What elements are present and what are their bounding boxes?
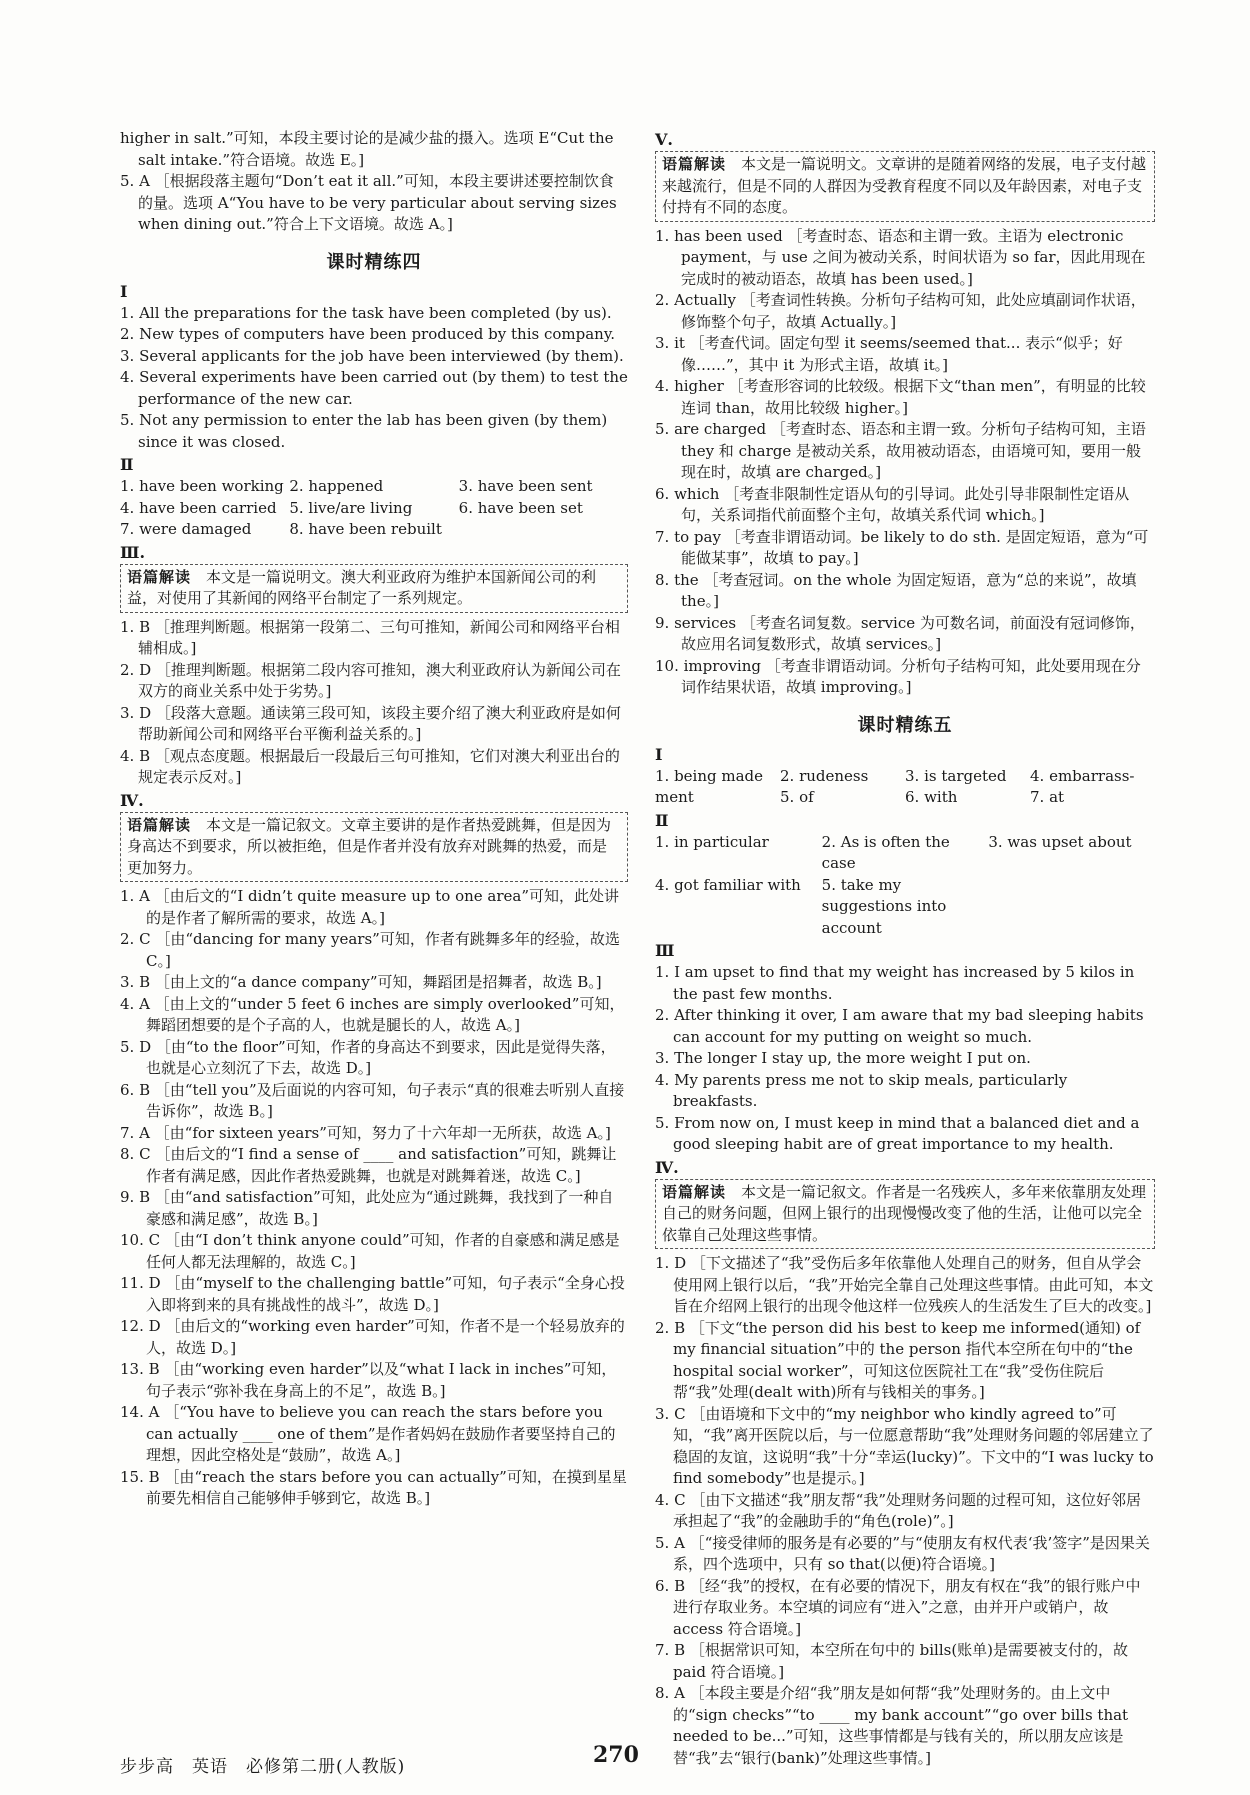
answer-item: 8. C ［由后文的“I find a sense of ____ and satisfaction”可知，跳舞让作者有满足感，因此作者热爱跳舞，也就是对跳舞着迷，故选 C。]: [120, 1145, 617, 1185]
answer-item: 9. B ［由“and satisfaction”可知，此处应为“通过跳舞，我找到了一种自豪感和满足感”，故选 B。]: [120, 1188, 614, 1228]
answer-row-cell: 2. As is often the case: [821, 832, 950, 872]
answer-row-cell: 4. embarrass-: [1030, 766, 1135, 785]
answer-item: 6. B ［经“我”的授权，在有必要的情况下，朋友有权在“我”的银行账户中进行存取业务。本空填的词应有“进入”之意，由并开户或销户，故 access 符合语境。]: [655, 1576, 1141, 1638]
text-analysis-text: 本文是一篇记叙文。作者是一名残疾人，多年来依靠朋友处理自己的财务问题，但网上银行的出现慢慢改变了他的生活，让他可以完全依靠自己处理这些事情。: [662, 1182, 1147, 1244]
text-analysis-box: [120, 564, 628, 613]
answer-row-cell: 5. of: [780, 788, 814, 806]
answer-row-cell: 6. with: [905, 788, 958, 806]
part-label: Ⅰ: [120, 281, 128, 301]
text-analysis-label: 语篇解读: [127, 815, 192, 834]
answer-row-cell: 3. was upset about: [988, 832, 1132, 851]
answer-item: 6. B ［由“tell you”及后面说的内容可知，句子表示“真的很难去听别人直接告诉你”，故选 B。]: [120, 1080, 625, 1120]
answer-item: 3. it ［考查代词。固定句型 it seems/seemed that... 表示“似乎；好像……”，其中 it 为形式主语，故填 it。]: [655, 334, 1123, 374]
answer-item: 3. D ［段落大意题。通读第三段可知，该段主要介绍了澳大利亚政府是如何帮助新闻公司和网络平台平衡利益关系的。]: [120, 703, 621, 743]
answer-item: 8. the ［考查冠词。on the whole 为固定短语，意为“总的来说”，故填 the。]: [655, 570, 1137, 610]
text-analysis-text: 本文是一篇说明文。澳大利亚政府为维护本国新闻公司的利益，对使用了其新闻的网络平台制定了一系列规定。: [127, 567, 597, 607]
page-footer: 步步高 英语 必修第二册(人教版): [120, 1757, 406, 1777]
text-analysis-text: 本文是一篇说明文。文章讲的是随着网络的发展，电子支付越来越流行，但是不同的人群因为受教育程度不同以及年龄因素，对电子支付持有不同的态度。: [662, 155, 1147, 216]
part-label: Ⅲ: [655, 941, 675, 960]
text-analysis-box: [655, 1179, 1155, 1250]
part-label: Ⅱ: [120, 455, 134, 474]
answer-row-cell: 3. is targeted: [905, 766, 1007, 785]
part-label: Ⅲ.: [120, 542, 146, 562]
text-analysis-label: 语篇解读: [662, 155, 727, 173]
part-label: Ⅳ.: [120, 790, 144, 810]
right-column: [655, 128, 1155, 1769]
answer-item: 5. Not any permission to enter the lab has been given (by them) since it was closed.: [120, 411, 608, 451]
answer-row-cell: 8. have been rebuilt: [289, 520, 442, 538]
answer-item: 1. All the preparations for the task have been completed (by us).: [120, 303, 612, 322]
answer-item: 1. has been used ［考查时态、语态和主谓一致。主语为 electronic payment，与 use 之间为被动关系，时间状语为 so far，因此用现在完成时的被动语态，故填 has been used。]: [655, 226, 1146, 288]
answer-item: 4. B ［观点态度题。根据最后一段最后三句可推知，它们对澳大利亚出台的规定表示反对。]: [120, 746, 620, 786]
text-analysis-box: [655, 151, 1155, 222]
part-label: Ⅱ: [655, 810, 669, 830]
answer-row: [655, 832, 1155, 875]
answer-item: 5. D ［由“to the floor”可知，作者的身高达不到要求，因此是觉得失落，也就是心立刻沉了下去，故选 D。]: [120, 1037, 616, 1077]
answer-item: 3. Several applicants for the job have been interviewed (by them).: [120, 346, 624, 365]
answer-row: [655, 875, 1155, 940]
answer-item: 13. B ［由“working even harder”以及“what I lack in inches”可知，句子表示“弥补我在身高上的不足”，故选 B。]: [120, 1360, 617, 1400]
answer-item: 5. A ［“接受律师的服务是有必要的”与“使朋友有权代表‘我’签字”是因果关系，四个选项中，只有 so that(以便)符合语境。]: [655, 1533, 1150, 1573]
answer-item: 2. New types of computers have been produced by this company.: [120, 325, 616, 343]
answer-row-cell: 3. have been sent: [458, 477, 593, 495]
section-title: 课时精练四: [326, 251, 422, 273]
answer-item: 10. improving ［考查非谓语动词。分析句子结构可知，此处要用现在分词作结果状语，故填 improving。]: [655, 656, 1141, 696]
answer-item: 2. After thinking it over, I am aware that my bad sleeping habits can account for my putting on weight so much.: [655, 1006, 1144, 1046]
answer-item: 2. Actually ［考查词性转换。分析句子结构可知，此处应填副词作状语，修饰整个句子，故填 Actually。]: [655, 291, 1146, 331]
answer-row-cell: 2. happened: [289, 477, 384, 495]
answer-item: 6. which ［考查非限制性定语从句的引导词。此处引导非限制性定语从句，关系词指代前面整个主句，故填关系代词 which。]: [655, 484, 1130, 524]
part-label: Ⅳ.: [655, 1157, 679, 1177]
answer-item: 10. C ［由“I don’t think anyone could”可知，作者的自豪感和满足感是任何人都无法理解的，故选 C。]: [120, 1231, 620, 1271]
answer-item: 9. services ［考查名词复数。service 为可数名词，前面没有冠词修饰，故应用名词复数形式，故填 services。]: [655, 613, 1145, 653]
answer-item: 7. A ［由“for sixteen years”可知，努力了十六年却一无所获，故选 A。]: [120, 1123, 611, 1142]
part-label: Ⅰ: [655, 744, 663, 764]
answer-row-cell: 7. at: [1030, 788, 1065, 806]
answer-item: 14. A ［“You have to believe you can reach the stars before you can actually ____ one of them”是作者妈妈在鼓励作者要坚持自己的理想，因此空格处是“鼓励”，故选 A。]: [120, 1403, 616, 1464]
answer-item: 8. A ［本段主要是介绍“我”朋友是如何帮“我”处理财务的。由上文中的“sign checks”“to ____ my bank account”“go over bills that needed to be...”可知，这些事情都是与钱有关的，所以朋友应该是替“我”去“银行(bank)”处理这些事情。]: [655, 1684, 1129, 1767]
answer-row-cell: 1. in particular: [655, 832, 769, 851]
left-column: [120, 128, 628, 1510]
answer-row-cell: [459, 519, 628, 541]
answer-item: 15. B ［由“reach the stars before you can actually”可知，在摸到星星前要先相信自己能够伸手够到它，故选 B。]: [120, 1467, 627, 1507]
answer-item: 2. D ［推理判断题。根据第二段内容可推知，澳大利亚政府认为新闻公司在双方的商业关系中处于劣势。]: [120, 660, 621, 700]
answer-item: 7. to pay ［考查非谓语动词。be likely to do sth. 是固定短语，意为“可能做某事”，故填 to pay。]: [655, 527, 1149, 567]
answer-item: 1. D ［下文描述了“我”受伤后多年依靠他人处理自己的财务，但自从学会使用网上银行以后，“我”开始完全靠自己处理这些事情。由此可知，本文旨在介绍网上银行的出现令他这样一位残疾人的生活发生了巨大的改变。]: [655, 1254, 1154, 1315]
answer-item: 7. B ［根据常识可知，本空所在句中的 bills(账单)是需要被支付的，故 paid 符合语境。]: [655, 1641, 1129, 1681]
answer-row-cell: [988, 875, 1155, 940]
answer-row: [120, 498, 628, 520]
answer-item: 4. C ［由下文描述“我”朋友帮“我”处理财务问题的过程可知，这位好邻居承担起了“我”的金融助手的“角色(role)”。]: [655, 1490, 1142, 1530]
answer-item: 1. B ［推理判断题。根据第一段第二、三句可推知，新闻公司和网络平台相辅相成。]: [120, 617, 620, 657]
answer-item: 2. B ［下文“the person did his best to keep me informed(通知) of my financial situation”中的 the person 指代本空所在句中的“the hospital social worker”，可知这位医院社工在“我”受伤住院后帮“我”处理(dealt with)所有与钱相关的事务。]: [655, 1318, 1141, 1401]
text-analysis-label: 语篇解读: [662, 1182, 727, 1201]
answer-item: 4. higher ［考查形容词的比较级。根据下文“than men”，有明显的比较连词 than，故用比较级 higher。]: [655, 377, 1146, 417]
answer-row: [120, 519, 628, 541]
text-analysis-text: 本文是一篇记叙文。文章主要讲的是作者热爱跳舞，但是因为身高达不到要求，所以被拒绝，但是作者并没有放弃对跳舞的热爱，而是更加努力。: [127, 815, 612, 877]
answer-item: 5. A ［根据段落主题句“Don’t eat it all.”可知，本段主要讲述要控制饮食的量。选项 A“You have to be very particular about serving sizes when dining out.”符合上下文语境。故选 A。]: [120, 172, 617, 233]
answer-row-cell: ment: [655, 788, 694, 806]
answer-row-cell: 1. being made: [655, 766, 764, 785]
answer-item: 3. B ［由上文的“a dance company”可知，舞蹈团是招舞者，故选 B。]: [120, 973, 602, 991]
answer-item: 4. A ［由上文的“under 5 feet 6 inches are simply overlooked”可知，舞蹈团想要的是个子高的人，也就是腿长的人，故选 A。]: [120, 994, 625, 1034]
answer-item: 5. From now on, I must keep in mind that a balanced diet and a good sleeping habit are of great importance to my health.: [655, 1113, 1140, 1153]
text-analysis-label: 语篇解读: [127, 567, 192, 586]
answer-row: [120, 476, 628, 498]
page-number: 270: [593, 1742, 639, 1768]
answer-item: 3. C ［由语境和下文中的“my neighbor who kindly agreed to”可知，“我”离开医院以后，与一位愿意帮助“我”处理财务问题的邻居建立了稳固的友谊，这说明“我”十分“幸运(lucky)”。下文中的“I was lucky to find somebody”也是提示。]: [655, 1404, 1154, 1487]
answer-item: 2. C ［由“dancing for many years”可知，作者有跳舞多年的经验，故选 C。]: [120, 930, 620, 970]
answer-item: higher in salt.”可知，本段主要讨论的是减少盐的摄入。选项 E“Cut the salt intake.”符合语境。故选 E。]: [120, 129, 614, 169]
answer-item: 11. D ［由“myself to the challenging battle”可知，句子表示“全身心投入即将到来的具有挑战性的战斗”，故选 D。]: [120, 1274, 625, 1314]
answer-row: [655, 766, 1155, 788]
answer-item: 4. Several experiments have been carried out (by them) to test the performance of the new car.: [120, 368, 628, 408]
part-label: Ⅴ.: [655, 130, 673, 149]
answer-row: [655, 787, 1155, 809]
answer-row-cell: 5. take my suggestions into account: [821, 875, 947, 937]
answer-item: 1. A ［由后文的“I didn’t quite measure up to one area”可知，此处讲的是作者了解所需的要求，故选 A。]: [120, 887, 620, 927]
answer-row-cell: 7. were damaged: [120, 520, 252, 538]
answer-row-cell: 4. got familiar with: [655, 875, 801, 894]
answer-row-cell: 4. have been carried: [120, 498, 277, 517]
text-analysis-box: [120, 812, 628, 883]
answer-row-cell: 2. rudeness: [780, 766, 869, 785]
answer-item: 5. are charged ［考查时态、语态和主谓一致。分析句子结构可知，主语 they 和 charge 是被动关系，故用被动语态，由语境可知，要用一般现在时，故填 are charged。]: [655, 420, 1146, 481]
answer-item: 3. The longer I stay up, the more weight I put on.: [655, 1049, 1031, 1067]
answer-item: 1. I am upset to find that my weight has increased by 5 kilos in the past few months.: [655, 963, 1135, 1003]
answer-item: 4. My parents press me not to skip meals, particularly breakfasts.: [655, 1070, 1068, 1110]
answer-row-cell: 1. have been working: [120, 477, 284, 495]
section-title: 课时精练五: [857, 714, 953, 736]
answer-row-cell: 5. live/are living: [289, 498, 413, 517]
answer-row-cell: 6. have been set: [458, 498, 583, 517]
answer-item: 12. D ［由后文的“working even harder”可知，作者不是一个轻易放弃的人，故选 D。]: [120, 1317, 625, 1357]
